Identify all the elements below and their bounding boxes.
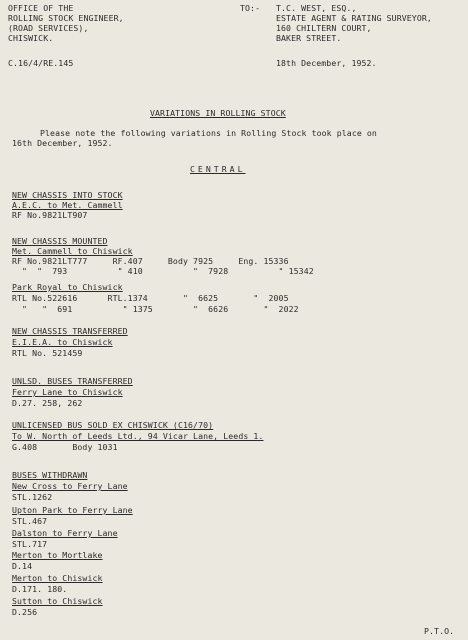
block6-heading: BUSES WITHDRAWN (12, 470, 88, 480)
withdrawn-route: Upton Park to Ferry Lane (12, 505, 133, 515)
to-label: TO:- (240, 3, 261, 13)
to-line-4: BAKER STREET. (276, 33, 342, 43)
block3-heading: NEW CHASSIS TRANSFERRED (12, 326, 128, 336)
block2-row1: RF No.9821LT777 RF.407 Body 7925 Eng. 15336 (12, 256, 289, 266)
to-line-1: T.C. WEST, ESQ., (276, 3, 357, 13)
withdrawn-vehicle: STL.467 (12, 516, 48, 526)
intro-line-2: 16th December, 1952. (12, 138, 113, 148)
withdrawn-vehicle: STL.717 (12, 539, 48, 549)
to-line-3: 160 CHILTERN COURT, (276, 23, 372, 33)
block2-sub1: Met. Cammell to Chiswick (12, 246, 133, 256)
withdrawn-vehicle: D.171. 180. (12, 584, 68, 594)
block5-sub: To W. North of Leeds Ltd., 94 Vicar Lane, Leeds 1. (12, 431, 264, 441)
withdrawn-vehicle: D.256 (12, 607, 38, 617)
from-line-1: OFFICE OF THE (8, 3, 74, 13)
block4-line: D.27. 258, 262 (12, 398, 83, 408)
block1-line: RF No.9821LT907 (12, 210, 88, 220)
block5-line: G.408 Body 1031 (12, 442, 118, 452)
withdrawn-route: New Cross to Ferry Lane (12, 481, 128, 491)
from-line-4: CHISWICK. (8, 33, 54, 43)
withdrawn-route: Dalston to Ferry Lane (12, 528, 118, 538)
intro-line-1: Please note the following variations in Rolling Stock took place on (40, 128, 377, 138)
block2-row2: " " 793 " 410 " 7928 " 15342 (12, 266, 314, 276)
block3-sub: E.I.E.A. to Chiswick (12, 337, 113, 347)
to-line-2: ESTATE AGENT & RATING SURVEYOR, (276, 13, 432, 23)
withdrawn-vehicle: D.14 (12, 561, 33, 571)
from-line-2: ROLLING STOCK ENGINEER, (8, 13, 124, 23)
block1-heading: NEW CHASSIS INTO STOCK (12, 190, 123, 200)
page-turn-note: P.T.O. (424, 626, 455, 636)
document-title: VARIATIONS IN ROLLING STOCK (150, 108, 286, 118)
block4-sub: Ferry Lane to Chiswick (12, 387, 123, 397)
block3-line: RTL No. 521459 (12, 348, 83, 358)
block2-sub2: Park Royal to Chiswick (12, 282, 123, 292)
block5-heading: UNLICENSED BUS SOLD EX CHISWICK (C16/70) (12, 420, 214, 430)
withdrawn-vehicle: STL.1262 (12, 492, 53, 502)
block2-row4: " " 691 " 1375 " 6626 " 2022 (12, 304, 299, 314)
withdrawn-route: Sutton to Chiswick (12, 596, 103, 606)
from-line-3: (ROAD SERVICES), (8, 23, 89, 33)
section-heading: CENTRAL (190, 164, 246, 174)
block1-sub: A.E.C. to Met. Cammell (12, 200, 123, 210)
block4-heading: UNLSD. BUSES TRANSFERRED (12, 376, 133, 386)
withdrawn-route: Merton to Mortlake (12, 550, 103, 560)
withdrawn-route: Merton to Chiswick (12, 573, 103, 583)
block2-row3: RTL No.522616 RTL.1374 " 6625 " 2005 (12, 293, 289, 303)
block2-heading: NEW CHASSIS MOUNTED (12, 236, 108, 246)
letter-date: 18th December, 1952. (276, 58, 377, 68)
reference-number: C.16/4/RE.145 (8, 58, 74, 68)
